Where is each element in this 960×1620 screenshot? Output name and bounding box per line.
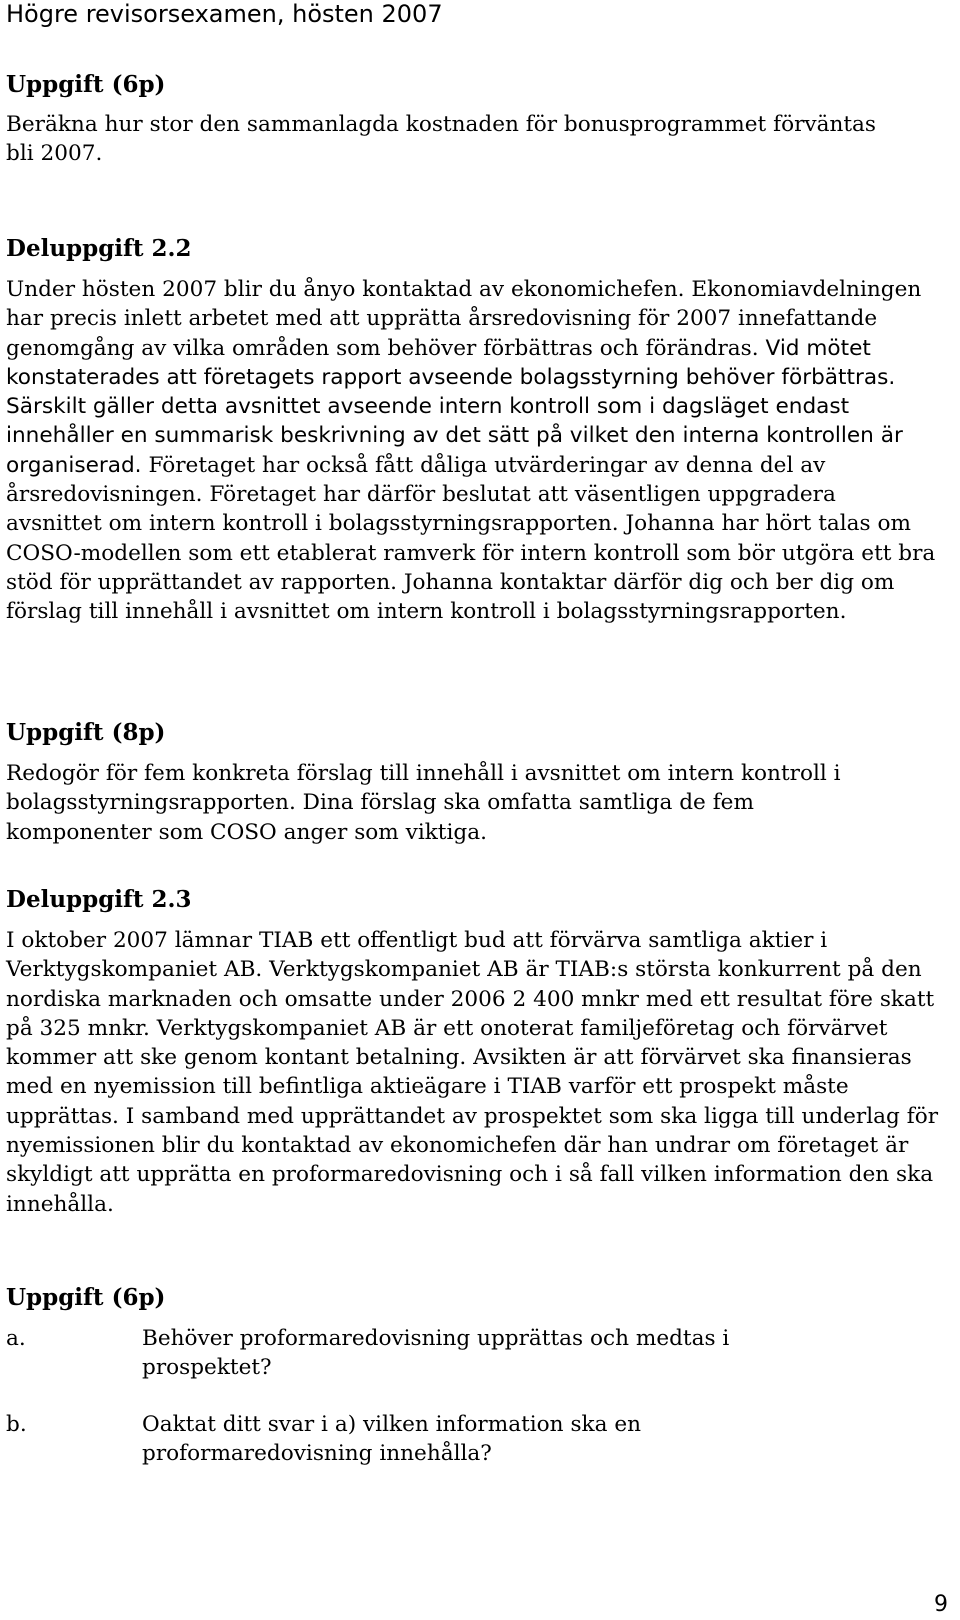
list-marker: a.	[6, 1326, 26, 1351]
page-number: 9	[934, 1592, 948, 1617]
subtask-body-2-2	[6, 275, 936, 627]
task-heading-2: Uppgift (8p)	[6, 719, 166, 746]
task-heading-3: Uppgift (6p)	[6, 1284, 166, 1311]
question-list	[6, 1324, 956, 1468]
subtask-body-sans: Vid mötet konstaterades att företagets rapport avseende bolagsstyrning behöver förbättras. Särskilt gäller detta avsnittet avseende intern kontroll som i dagsläget endast innehåller en summarisk beskrivning av det sätt på vilket den interna kontrollen är organiserad.	[6, 335, 903, 478]
subtask-body-serif: Företaget har också fått dåliga utvärderingar av denna del av årsredovisningen. Företaget har därför beslutat att väsentligen uppgradera avsnittet om intern kontroll i bolagsstyrningsrapporten. Johanna har hört talas om COSO-modellen som ett etablerat ramverk för intern kontroll som bör utgöra ett bra stöd för upprättandet av rapporten. Johanna kontaktar därför dig och ber dig om förslag till innehåll i avsnittet om intern kontroll i bolagsstyrningsrapporten.	[6, 452, 936, 625]
subtask-body-2-3: I oktober 2007 lämnar TIAB ett offentligt bud att förvärva samtliga aktier i Verktygskompaniet AB. Verktygskompaniet AB är TIAB:s största konkurrent på den nordiska marknaden och omsatte under 2006 2 400 mnkr med ett resultat före skatt på 325 mnkr. Verktygskompaniet AB är ett onoterat familjeföretag och förvärvet kommer att ske genom kontant betalning. Avsikten är att förvärvet ska finansieras med en nyemission till befintliga aktieägare i TIAB varför ett prospekt måste upprättas. I samband med upprättandet av prospektet som ska ligga till underlag för nyemissionen blir du kontaktad av ekonomichefen där han undrar om företaget är skyldigt att upprätta en proformaredovisning och i så fall vilken information den ska innehålla.	[6, 928, 939, 1217]
list-item	[6, 1324, 956, 1383]
list-marker: b.	[6, 1411, 27, 1437]
list-item	[6, 1410, 956, 1469]
list-item-text: Oaktat ditt svar i a) vilken information ska en proformaredovisning innehålla?	[142, 1411, 642, 1466]
task-heading-1: Uppgift (6p)	[6, 71, 166, 98]
subtask-heading-2-3: Deluppgift 2.3	[6, 886, 192, 913]
document-header: Högre revisorsexamen, hösten 2007	[6, 0, 443, 28]
subtask-heading-2-2: Deluppgift 2.2	[6, 235, 192, 262]
task-text-2: Redogör för fem konkreta förslag till innehåll i avsnittet om intern kontroll i bolagsstyrningsrapporten. Dina förslag ska omfatta samtliga de fem komponenter som COSO anger som viktiga.	[6, 761, 841, 845]
subtask-intro: Under hösten 2007 blir du ånyo kontaktad av ekonomichefen. Ekonomiavdelningen har precis inlett arbetet med att upprätta årsredovisning för 2007 innefattande genomgång av vilka områden som behöver förbättras och förändras.	[6, 277, 922, 361]
list-item-text: Behöver proformaredovisning upprättas och medtas i prospektet?	[142, 1326, 730, 1381]
task-text-1: Beräkna hur stor den sammanlagda kostnaden för bonusprogrammet förväntas bli 2007.	[6, 112, 877, 167]
